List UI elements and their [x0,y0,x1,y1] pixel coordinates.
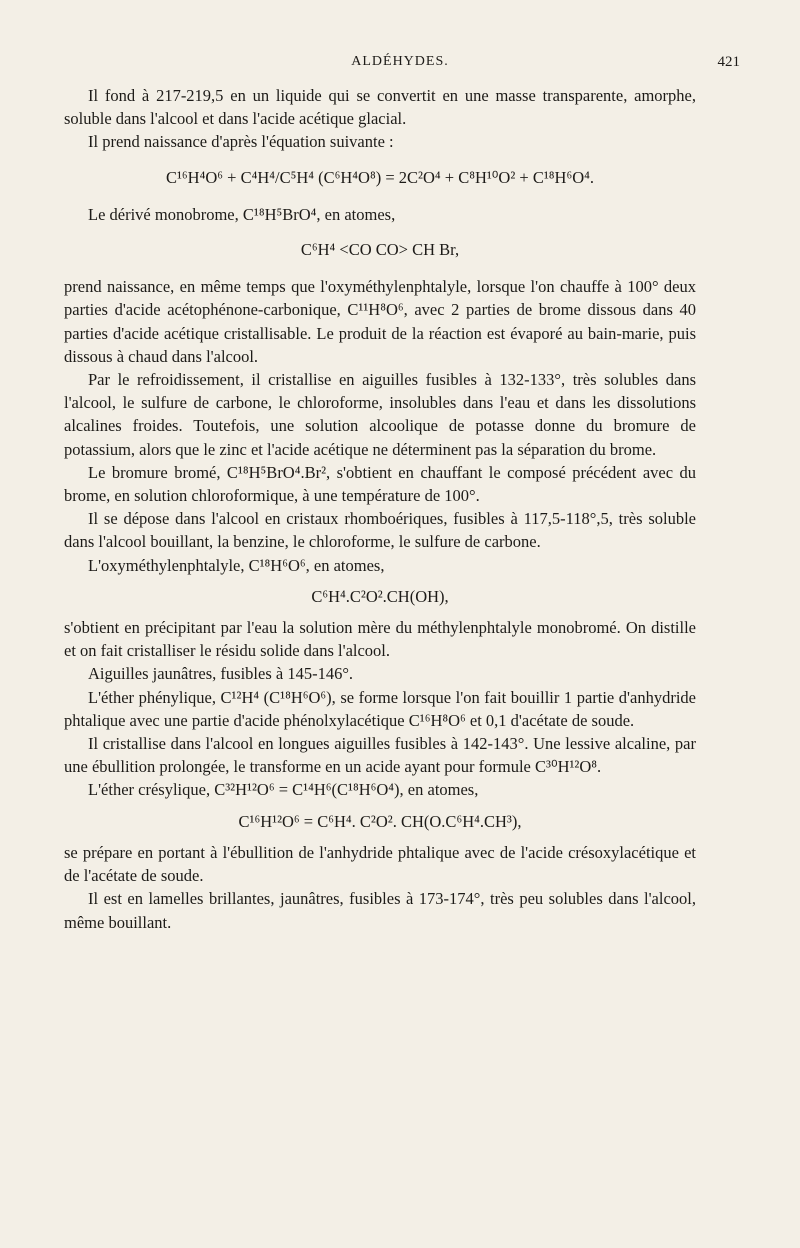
structural-formula: C⁶H⁴ <CO CO> CH Br, [300,240,460,260]
paragraph: Aiguilles jaunâtres, fusibles à 145-146°. [88,664,354,684]
paragraph: Par le refroidissement, il cristallise en aiguilles fusibles à 132-133°, très solubles dans l'alcool, le sulfure de carbone, le chloroforme, insolubles dans l'eau et dans les dissolutions alcalines froides. Toutefois, une solution alcoolique de potasse donne du bromure de potassium, alors que le zinc et l'acide acétique ne déterminent pas la séparation du brome. [64,370,696,459]
paragraph: L'éther crésylique, C³²H¹²O⁶ = C¹⁴H⁶(C¹⁸H⁶O⁴), en atomes, [88,780,479,800]
paragraph: Il prend naissance d'après l'équation suivante : [88,132,394,152]
page-number: 421 [717,54,740,70]
paragraph: prend naissance, en même temps que l'oxyméthylenphtalyle, lorsque l'on chauffe à 100° deux parties d'acide acétophénone-carbonique, C¹¹H⁸O⁶, avec 2 parties de brome dissous dans 40 parties d'acide acétique cristallisable. Le produit de la réaction est évaporé au bain-marie, puis dissous à chaud dans l'alcool. [64,277,696,366]
paragraph: L'éther phénylique, C¹²H⁴ (C¹⁸H⁶O⁶), se forme lorsque l'on fait bouillir 1 partie d'anhydride phtalique avec une partie d'acide phénolxylacétique C¹⁶H⁸O⁶ et 0,1 d'acétate de soude. [64,687,696,730]
page-header [60,54,740,76]
paragraph: s'obtient en précipitant par l'eau la solution mère du méthylenphtalyle monobromé. On distille et on fait cristalliser le résidu solide dans l'alcool. [64,618,696,661]
equation: C¹⁶H⁴O⁶ + C⁴H⁴/C⁵H⁴ (C⁶H⁴O⁸) = 2C²O⁴ + C⁸H¹⁰O² + C¹⁸H⁶O⁴. [165,167,595,187]
paragraph: se prépare en portant à l'ébullition de l'anhydride phtalique avec de l'acide crésoxylacétique et de l'acétate de soude. [64,842,696,886]
running-head: ALDÉHYDES. [351,54,449,69]
paragraph: Il est en lamelles brillantes, jaunâtres, fusibles à 173-174°, très peu solubles dans l'alcool, même bouillant. [64,889,696,932]
paragraph: Il cristallise dans l'alcool en longues aiguilles fusibles à 142-143°. Une lessive alcaline, par une ébullition prolongée, le transforme en un acide ayant pour formule C³⁰H¹²O⁸. [64,734,696,777]
paragraph: Le dérivé monobrome, C¹⁸H⁵BrO⁴, en atomes, [88,204,396,224]
text-body [64,84,696,934]
paragraph: Il fond à 217-219,5 en un liquide qui se convertit en une masse transparente, amorphe, soluble dans l'alcool et dans l'acide acétique glacial. [64,86,696,129]
structural-formula: C¹⁶H¹²O⁶ = C⁶H⁴. C²O². CH(O.C⁶H⁴.CH³), [238,811,522,831]
paragraph: Il se dépose dans l'alcool en cristaux rhomboériques, fusibles à 117,5-118°,5, très soluble dans l'alcool bouillant, la benzine, le chloroforme, le sulfure de carbone. [64,509,696,552]
paragraph: Le bromure bromé, C¹⁸H⁵BrO⁴.Br², s'obtient en chauffant le composé précédent avec du brome, en solution chloroformique, à une température de 100°. [64,462,696,506]
paragraph: L'oxyméthylenphtalyle, C¹⁸H⁶O⁶, en atomes, [88,555,385,575]
structural-formula: C⁶H⁴.C²O².CH(OH), [311,586,449,606]
